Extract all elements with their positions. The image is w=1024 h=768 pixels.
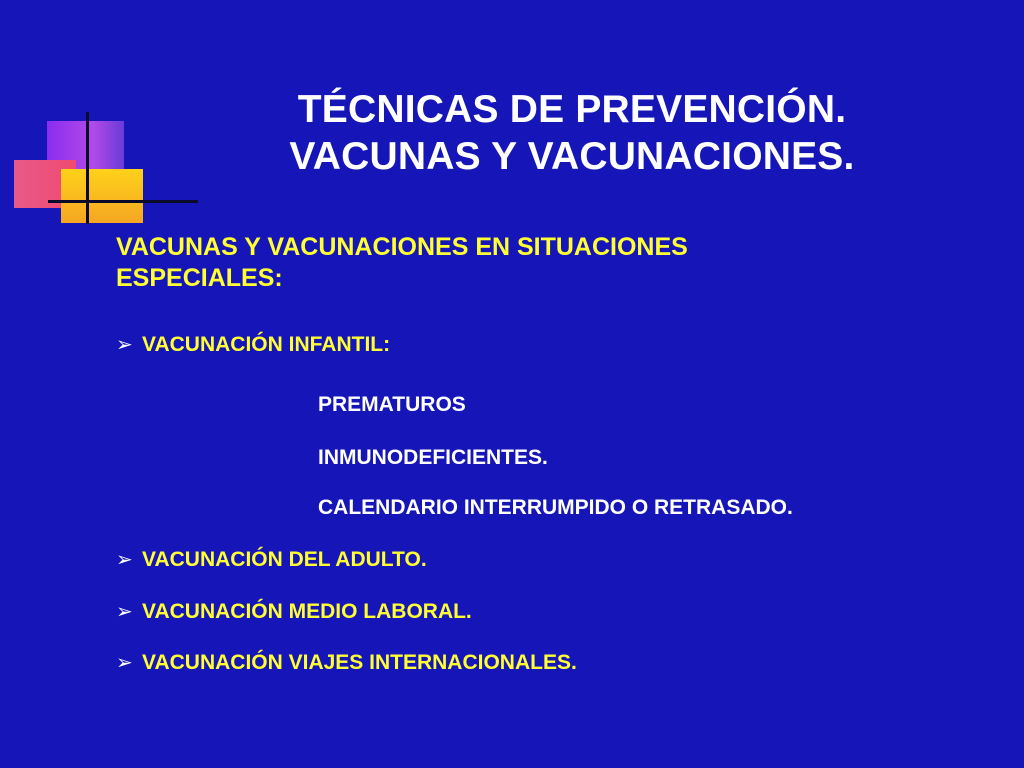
arrow-bullet-icon: ➢	[116, 549, 133, 571]
slide-body	[116, 232, 996, 674]
sub-item-calendario: CALENDARIO INTERRUMPIDO O RETRASADO.	[318, 496, 793, 519]
slide-title	[200, 86, 944, 180]
arrow-bullet-icon: ➢	[116, 652, 133, 674]
logo-yellow-square	[61, 169, 143, 223]
bullet-infantil	[116, 332, 390, 358]
bullet-adulto	[116, 547, 427, 573]
bullet-viajes	[116, 650, 577, 676]
section-heading	[116, 232, 996, 294]
logo-vertical-line	[86, 112, 89, 224]
slide-title-line-1: TÉCNICAS DE PREVENCIÓN.	[297, 88, 847, 131]
section-heading-line-2: ESPECIALES:	[116, 264, 283, 292]
bullet-label: VACUNACIÓN MEDIO LABORAL.	[142, 600, 472, 623]
arrow-bullet-icon: ➢	[116, 334, 133, 356]
bullet-label: VACUNACIÓN VIAJES INTERNACIONALES.	[142, 651, 577, 674]
bullet-label: VACUNACIÓN DEL ADULTO.	[142, 548, 427, 571]
overlapping-squares-logo	[0, 0, 200, 240]
bullet-label: VACUNACIÓN INFANTIL:	[142, 333, 391, 356]
arrow-bullet-icon: ➢	[116, 601, 133, 623]
sub-item-prematuros: PREMATUROS	[318, 393, 466, 416]
section-heading-line-1: VACUNAS Y VACUNACIONES EN SITUACIONES	[116, 233, 688, 261]
bullet-laboral	[116, 599, 472, 625]
logo-horizontal-line	[48, 200, 198, 203]
slide-title-line-2: VACUNAS Y VACUNACIONES.	[289, 135, 855, 178]
sub-item-inmunodeficientes: INMUNODEFICIENTES.	[318, 446, 548, 469]
